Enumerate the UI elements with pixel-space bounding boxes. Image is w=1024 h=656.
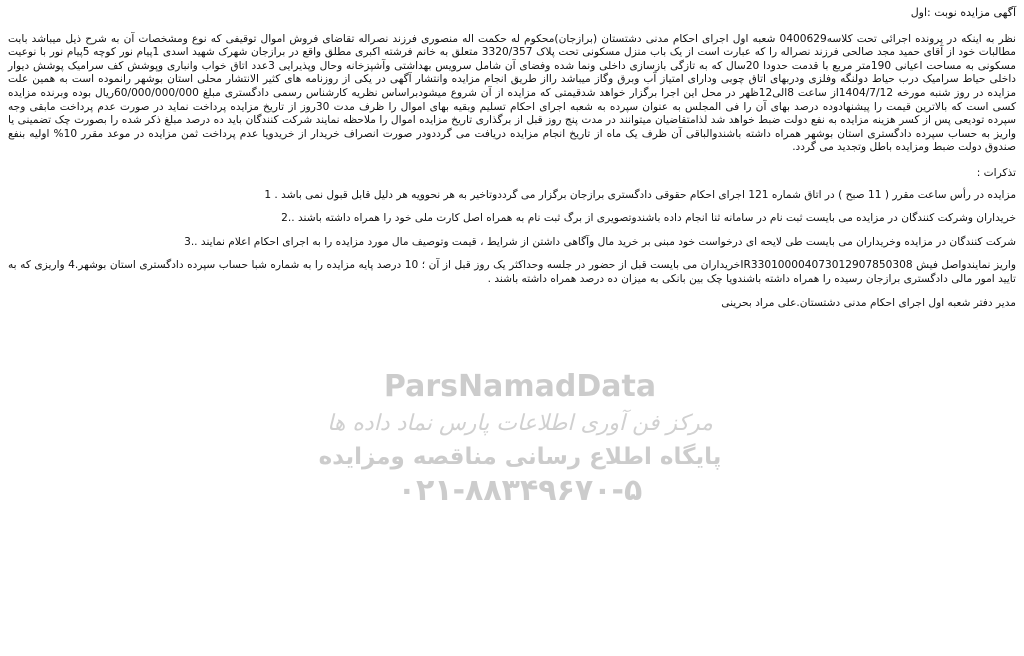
notice-title: آگهی مزایده نوبت :اول	[910, 6, 1016, 19]
note-item: خریداران وشرکت کنندگان در مزایده می بایست ثبت نام در سامانه ثنا انجام داده باشندوتصویری از برگ ثبت نام به همراه اصل کارت ملی خود را همراه داشته باشند ..2	[281, 212, 1016, 225]
note-item: واریز نمایندواصل فیش IR330100004073012907850308خریداران می بایست قبل از حضور در جلسه وحداکثر یک روز قبل از آن ؛ 10 درصد پایه مزایده را به شماره شبا حساب سپرده دادگستری استان بوشهر.4 واریزی که به تایید امور مالی دادگستری برازجان رسیده را همراه داشته باشندویا چک بین بانکی به میزان ده درصد همراه داشته باشند .	[8, 259, 1016, 285]
watermark-line2: پایگاه اطلاع رسانی مناقصه ومزایده	[318, 444, 722, 470]
signature-line: مدیر دفتر شعبه اول اجرای احکام مدنی دشتستان.علی مراد بحرینی	[721, 296, 1016, 309]
watermark-brand: ParsNamadData	[383, 372, 657, 404]
watermark-logo	[250, 372, 790, 512]
watermark-line1: مرکز فن آوری اطلاعات پارس نماد داده ها	[327, 411, 713, 436]
notes-heading: تذکرات :	[976, 166, 1016, 179]
note-item: شرکت کنندگان در مزایده وخریداران می بایست طی لایحه ای درخواست خود مبنی بر خرید مال وآگاهی داشتن از شرایط ، قیمت وتوصیف مال مورد مزایده را به اجرای احکام اعلام نمایند ..3	[184, 235, 1016, 248]
watermark-phone: ۰۲۱-۸۸۳۴۹۶۷۰-۵	[397, 473, 643, 508]
notice-body: نظر به اینکه در پرونده اجرائی تحت کلاسه0400629 شعبه اول اجرای احکام مدنی دشتستان (برازجان)محکوم له حکمت اله منصوری فرزند نصراله تقاضای فروش اموال توقیفی که نوع ومشخصات آن به شرح ذیل میباشد بابت مطالبات خود از آقای حمید مجد صالحی فرزند نصراله را که عبارت است از یک باب منزل مسکونی تحت پلاک 3320/357 متعلق به خانم فرشته اکبری مطلق واقع در برازجان شهرک شهید اسدی 1پیام نور کوچه 5پیام نور با نوعیت مسکونی به مساحت اعیانی 190متر مربع با قدمت حدودا 20سال که به تازگی بازسازی داخلی ونما شده وفضای آن شامل سرویس بهداشتی وآشپزخانه وحال وپذیرایی 3عدد اتاق خواب وانباری وپوشش کف سرامیک پوشش دیوار داخلی حیاط سرامیک درب حیاط دولنگه وفلزی ودربهای اتاق چوبی ودارای امتیاز آب وبرق وگاز میباشد رااز طریق انجام مزایده وانتشار آگهی در یکی از روزنامه های کثیر الانتشار محلی استان بوشهر رانموده است به همین علت مزایده در روز شنبه مورخه 1404/7/12از ساعت 8الی12ظهر در محل این اجرا برگزار خواهد شدقیمتی که مزایده از آن شروع میشودبراساس نظریه کارشناس رسمی دادگستری مبلغ 60/000/000/000ریال بوده وبرنده مزایده کسی است که بالاترین قیمت را پیشنهادوده درصد بهای آن را فی المجلس به عنوان سپرده به شعبه اجرای احکام تسلیم وبقیه بهای اموال را ظرف مدت 30روز از تاریخ مزایده پرداخت نماید در صورت عدم پرداخت مابقی وجه سپرده تودیعی پس از کسر هزینه مزایده به نفع دولت ضبط خواهد شد لذامتقاضیان میتوانند در مدت پنج روز قبل از برگذاری تاریخ مزایده اموال را ملاحظه نمایند شرکت کنندگان باید ده درصد مبلغ ذکر شده را بصورت چک تضمینی یا واریز به حساب سپرده دادگستری استان بوشهر همراه داشته باشندوالباقی آن ظرف یک ماه از تاریخ انجام مزایده دریافت می گرددودر صورت انصراف خریدار از خریدویا عدم پرداخت ثمن مزایده در موعد مقرر 10% اولیه بنفع صندوق دولت ضبط ومزایده باطل وتجدید می گردد.	[8, 32, 1016, 154]
auction-notice	[8, 6, 1016, 310]
note-item: مزایده در رأس ساعت مقرر ( 11 صبح ) در اتاق شماره 121 اجرای احکام حقوقی دادگستری برازجان برگزار می گرددوتاخیر به هر نحوویه هر دلیل قابل قبول نمی باشد . 1	[264, 188, 1016, 201]
